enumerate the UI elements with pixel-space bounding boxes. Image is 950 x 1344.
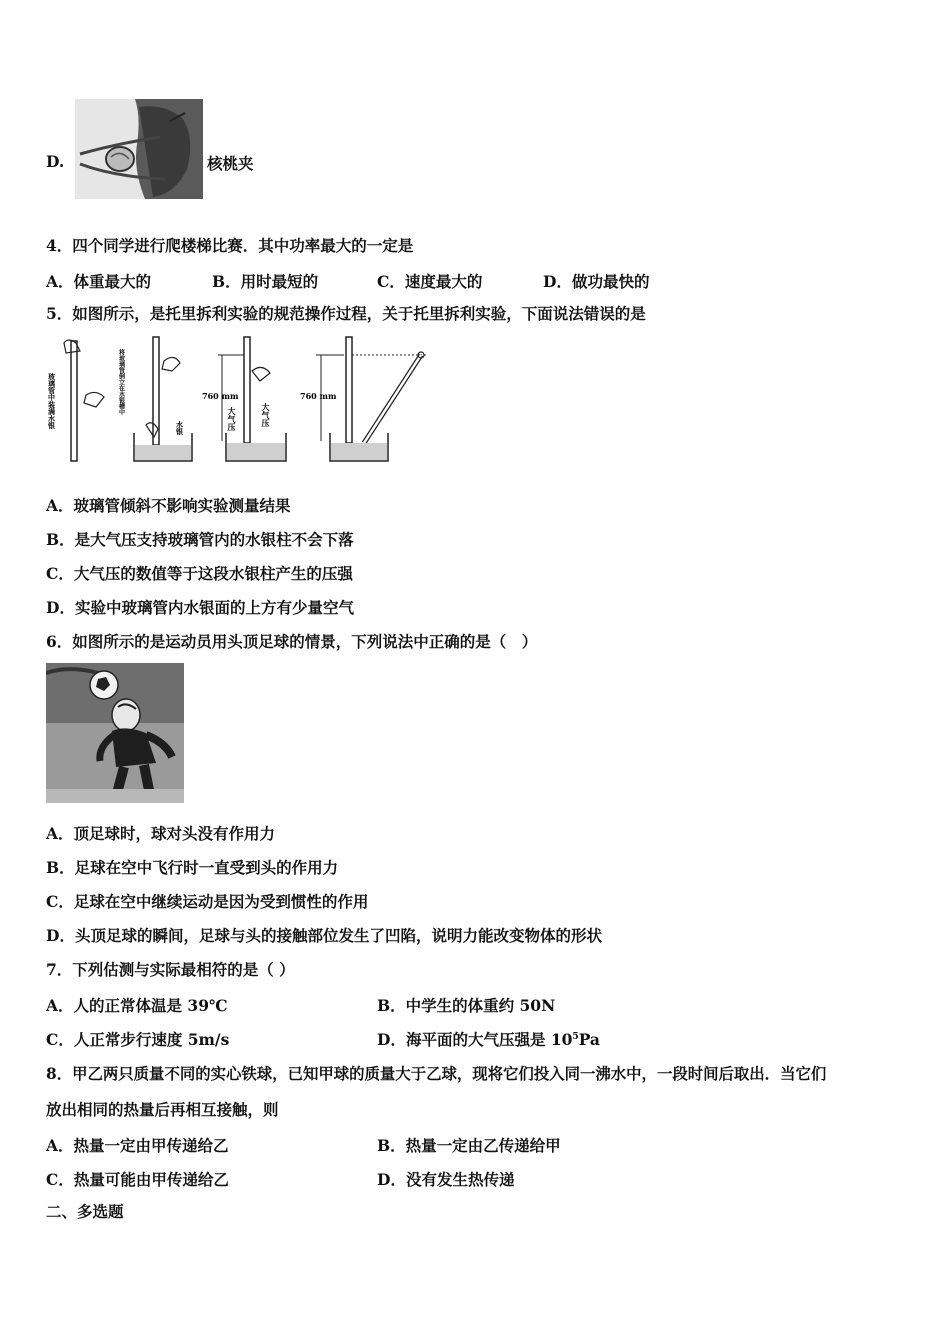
q5-fig-measure-a: 760 mm [202,391,239,401]
q4-stem: 4．四个同学进行爬楼梯比赛．其中功率最大的一定是 [46,236,414,255]
q7-stem: 7．下列估测与实际最相符的是（ ） [46,960,295,979]
q7-option-d-text: D．海平面的大气压强是 10 [377,1030,573,1049]
q8-option-a: A．热量一定由甲传递给乙 [46,1136,229,1155]
q6-option-d: D．头顶足球的瞬间，足球与头的接触部位发生了凹陷，说明力能改变物体的形状 [46,926,602,945]
q8-stem-line2: 放出相同的热量后再相互接触，则 [46,1100,279,1119]
q5-option-a: A．玻璃管倾斜不影响实验测量结果 [46,496,291,515]
nutcracker-image [75,99,203,199]
q5-fig-air1: 大气压 [227,407,237,431]
q8-stem-line1: 8．甲乙两只质量不同的实心铁球，已知甲球的质量大于乙球，现将它们投入同一沸水中，一段时间后取出．当它们 [46,1065,827,1083]
q8-option-b: B．热量一定由乙传递给甲 [377,1136,561,1155]
q6-stem: 6．如图所示的是运动员用头顶足球的情景，下列说法中正确的是（ ） [46,632,538,651]
section-multi-choice-heading: 二、多选题 [46,1202,124,1221]
q4-option-c: C．速度最大的 [377,272,483,291]
q4-option-b: B．用时最短的 [212,272,319,291]
q5-fig-label2: 将玻璃管倒立在水银槽中 [117,349,125,415]
q4-option-a: A．体重最大的 [46,272,152,291]
q5-option-c: C．大气压的数值等于这段水银柱产生的压强 [46,564,353,583]
q7-option-d-exponent: 5 [572,1032,579,1042]
q7-option-a: A．人的正常体温是 39℃ [46,996,228,1015]
q4-option-d: D．做功最快的 [543,272,650,291]
q7-option-c: C．人正常步行速度 5m/s [46,1030,230,1049]
q3-option-d-letter: D. [46,152,65,171]
q5-fig-air2: 大气压 [261,403,271,427]
q5-fig-mercury: 水银 [175,421,185,435]
torricelli-diagram [46,333,446,465]
q6-option-a: A．顶足球时，球对头没有作用力 [46,824,276,843]
q5-fig-label1: 玻璃管中装满水银 [47,373,57,429]
q3-option-d-label: 核桃夹 [207,154,254,173]
q6-option-c: C．足球在空中继续运动是因为受到惯性的作用 [46,892,369,911]
q7-option-b: B．中学生的体重约 50N [377,996,556,1015]
q8-option-d: D．没有发生热传递 [377,1170,515,1189]
q7-option-d [377,1028,600,1050]
q6-option-b: B．足球在空中飞行时一直受到头的作用力 [46,858,339,877]
q5-option-b: B．是大气压支持玻璃管内的水银柱不会下落 [46,530,354,549]
q5-option-d: D．实验中玻璃管内水银面的上方有少量空气 [46,598,354,617]
q5-fig-measure-b: 760 mm [300,391,337,401]
q8-option-c: C．热量可能由甲传递给乙 [46,1170,229,1189]
q7-option-d-unit: Pa [578,1030,600,1049]
header-ball-image [46,663,184,803]
q5-stem: 5．如图所示，是托里拆利实验的规范操作过程，关于托里拆利实验，下面说法错误的是 [46,304,646,323]
